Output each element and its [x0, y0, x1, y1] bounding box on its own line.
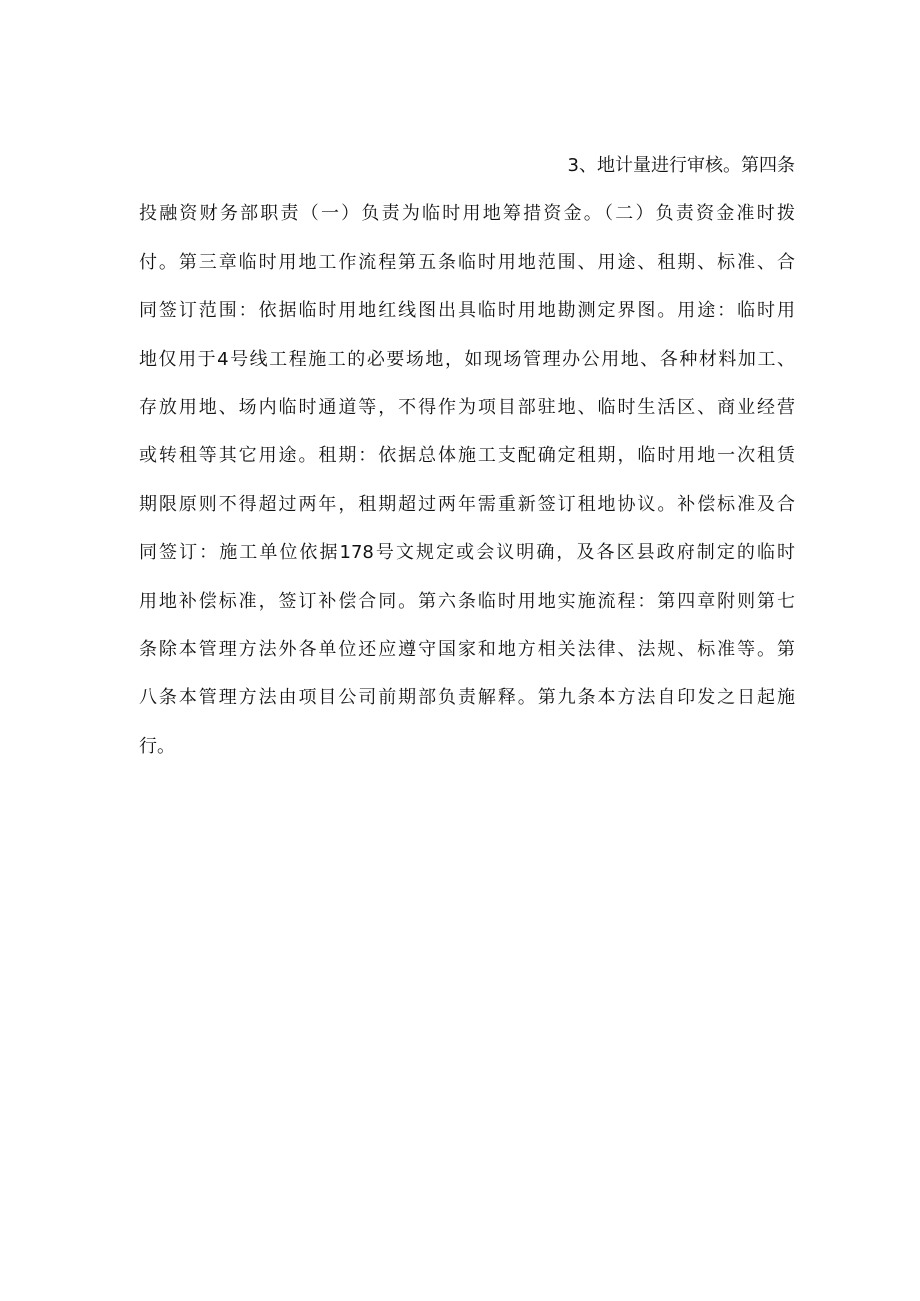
- text-line-7: 或转租等其它用途。租期：依据总体施工支配确定租期，临时用地一次租赁: [139, 445, 795, 467]
- text-line-12: 八条本管理方法由项目公司前期部负责解释。第九条本方法自印发之日起施: [139, 687, 795, 709]
- text-line-3: 付。第三章临时用地工作流程第五条临时用地范围、用途、租期、标准、合: [139, 251, 795, 273]
- text-line-13: 行。: [139, 735, 175, 757]
- text-line-5: 地仅用于4号线工程施工的必要场地，如现场管理办公用地、各种材料加工、: [139, 348, 795, 370]
- text-line-4: 同签订范围：依据临时用地红线图出具临时用地勘测定界图。用途：临时用: [139, 300, 795, 322]
- body-text: [139, 142, 795, 771]
- text-line-1: 3、地计量进行审核。第四条: [567, 155, 795, 176]
- text-line-10: 用地补偿标准，签订补偿合同。第六条临时用地实施流程：第四章附则第七: [139, 590, 795, 612]
- text-line-6: 存放用地、场内临时通道等，不得作为项目部驻地、临时生活区、商业经营: [139, 396, 795, 418]
- text-line-11: 条除本管理方法外各单位还应遵守国家和地方相关法律、法规、标准等。第: [139, 638, 795, 660]
- text-line-8: 期限原则不得超过两年，租期超过两年需重新签订租地协议。补偿标准及合: [139, 493, 795, 515]
- text-line-9: 同签订：施工单位依据178号文规定或会议明确，及各区县政府制定的临时: [139, 542, 795, 564]
- text-line-2: 投融资财务部职责（一）负责为临时用地筹措资金。（二）负责资金准时拨: [139, 203, 795, 225]
